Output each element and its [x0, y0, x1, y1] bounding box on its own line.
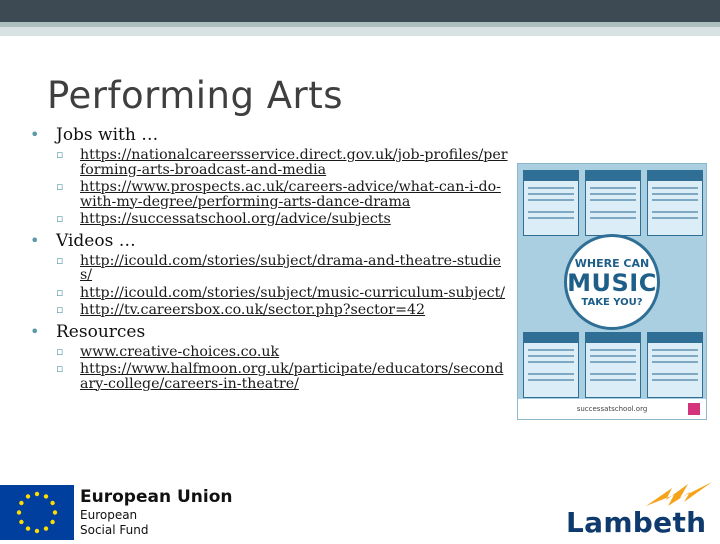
eu-flag-icon — [0, 485, 74, 540]
resources-link-list — [54, 345, 510, 392]
section-heading-resources — [30, 321, 510, 343]
poster-panel — [647, 170, 703, 236]
square-bullet-icon: ▫ — [56, 253, 64, 267]
lambeth-swoosh-icon — [644, 480, 714, 508]
link-national-careers[interactable]: https://nationalcareersservice.direct.gov.uk/job-profiles/performing-arts-broadcast-and-media — [80, 147, 508, 178]
poster-line-2: MUSIC — [567, 269, 657, 297]
section-heading-text: Jobs with … — [56, 125, 159, 145]
square-bullet-icon: ▫ — [56, 180, 64, 193]
square-bullet-icon: ▫ — [56, 285, 64, 299]
list-item — [54, 345, 510, 360]
list-item — [54, 286, 510, 301]
poster-footer-text: successatschool.org — [576, 405, 648, 413]
list-item — [54, 180, 510, 209]
poster-panel — [585, 332, 641, 398]
square-bullet-icon: ▫ — [56, 303, 64, 316]
poster-panel — [523, 170, 579, 236]
slide-title: Performing Arts — [47, 74, 344, 117]
list-item — [54, 212, 510, 227]
eu-title: European Union — [80, 487, 233, 507]
square-bullet-icon: ▫ — [56, 362, 64, 375]
eu-logo-text — [80, 486, 233, 538]
link-icould-drama[interactable]: http://icould.com/stories/subject/drama-and-theatre-studies/ — [80, 252, 501, 283]
eu-subtitle-2: Social Fund — [80, 523, 149, 537]
square-bullet-icon: ▫ — [56, 148, 64, 161]
lambeth-wordmark: Lambeth — [566, 506, 707, 539]
poster-center-circle — [564, 234, 660, 330]
list-item — [54, 148, 510, 177]
section-heading-text: Videos … — [56, 230, 136, 251]
poster-logo-icon — [688, 403, 700, 415]
link-success-at-school[interactable]: https://successatschool.org/advice/subjects — [80, 211, 391, 227]
poster-panel — [585, 170, 641, 236]
list-item — [54, 303, 510, 318]
list-item — [54, 254, 510, 283]
link-careersbox[interactable]: http://tv.careersbox.co.uk/sector.php?sector=42 — [80, 302, 426, 318]
videos-link-list — [54, 254, 510, 318]
bullet-icon: • — [30, 321, 40, 341]
poster-panel — [523, 332, 579, 398]
list-item — [54, 362, 510, 391]
bullet-content — [30, 122, 510, 394]
square-bullet-icon: ▫ — [56, 212, 64, 225]
section-heading-jobs — [30, 124, 510, 146]
link-icould-music[interactable]: http://icould.com/stories/subject/music-curriculum-subject/ — [80, 284, 506, 301]
poster-line-1: WHERE CAN — [574, 257, 650, 270]
jobs-link-list — [54, 148, 510, 227]
poster-footer — [518, 399, 706, 419]
music-careers-poster — [517, 163, 707, 420]
top-band-accent — [0, 22, 720, 27]
top-band-dark — [0, 0, 720, 22]
link-creative-choices[interactable]: www.creative-choices.co.uk — [80, 343, 280, 360]
link-halfmoon[interactable]: https://www.halfmoon.org.uk/participate/educators/secondary-college/careers-in-theatre/ — [80, 361, 504, 392]
square-bullet-icon: ▫ — [56, 344, 64, 358]
lambeth-logo — [566, 480, 716, 540]
link-prospects[interactable]: https://www.prospects.ac.uk/careers-advice/what-can-i-do-with-my-degree/performing-arts-dance-drama — [80, 179, 501, 210]
bullet-icon: • — [30, 230, 40, 250]
section-heading-videos — [30, 230, 510, 252]
poster-panel — [647, 332, 703, 398]
eu-subtitle-1: European — [80, 508, 138, 522]
section-heading-text: Resources — [56, 321, 146, 342]
poster-line-3: TAKE YOU? — [581, 297, 643, 308]
bullet-icon: • — [30, 125, 40, 144]
